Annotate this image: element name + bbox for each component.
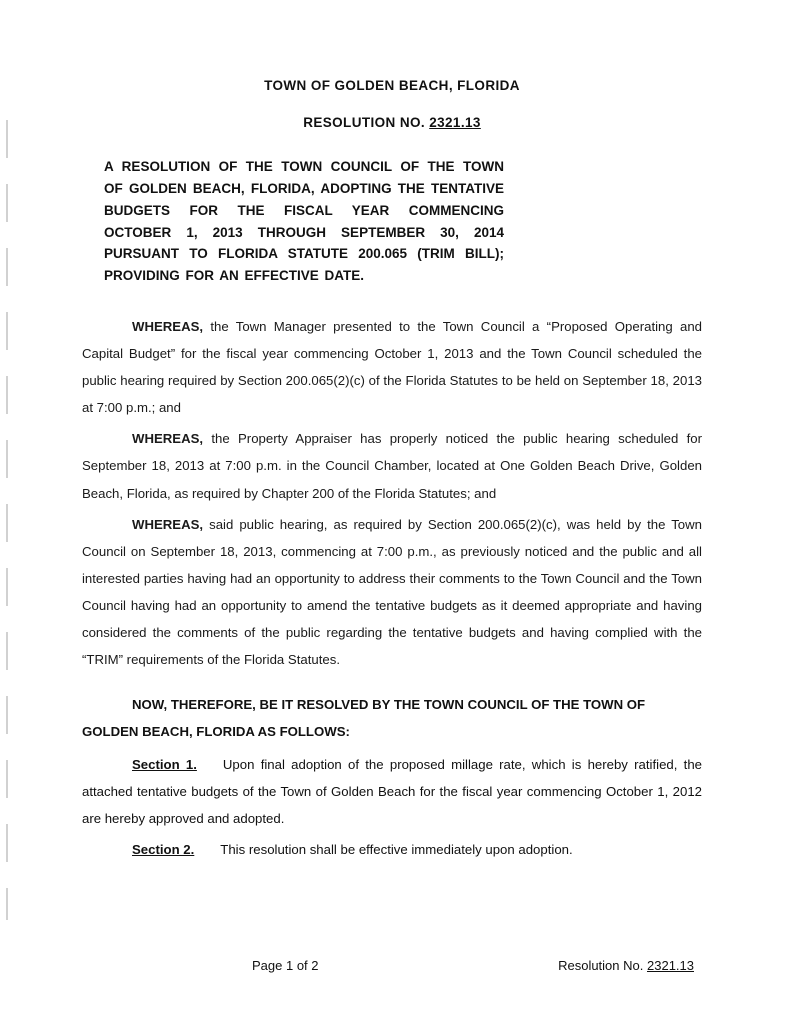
whereas-label-1: WHEREAS, [132,319,204,335]
page-footer [82,958,702,973]
whereas-text-2: the Property Appraiser has properly noticed the public hearing scheduled for September 18, 2013 at 7:00 p.m. in the Council Chamber, located at One Golden Beach Drive, Golden Beach, Florida, as required by Chapter 200 of the Florida Statutes; and [82,431,702,501]
resolution-number: 2321.13 [429,115,481,130]
resolution-heading [82,115,702,130]
footer-resolution-label: Resolution No. [558,958,644,973]
document-header [82,78,702,130]
resolution-label: RESOLUTION NO. [303,115,426,130]
section-1 [82,751,702,832]
town-title: TOWN OF GOLDEN BEACH, FLORIDA [264,78,520,93]
whereas-paragraph-3 [82,511,702,673]
preamble-paragraph: A RESOLUTION OF THE TOWN COUNCIL OF THE TOWN OF GOLDEN BEACH, FLORIDA, ADOPTING THE TENTATIVE BUDGETS FOR THE FISCAL YEAR COMMENCING OCTOBER 1, 2013 THROUGH SEPTEMBER 30, 2014 PURSUANT TO FLORIDA STATUTE 200.065 (TRIM BILL); PROVIDING FOR AN EFFECTIVE DATE. [104,159,504,284]
whereas-text-3: said public hearing, as required by Section 200.065(2)(c), was held by the Town Council on September 18, 2013, commencing at 7:00 p.m., as previously noticed and the public and all interested parties having had an opportunity to address their comments to the Town Council and the Town Council having had an opportunity to amend the tentative budgets as it deemed appropriate and having considered the comments of the public regarding the tentative budgets and having complied with the “TRIM” requirements of the Florida Statutes. [82,516,702,667]
whereas-label-2: WHEREAS, [132,431,204,447]
section-2-label: Section 2. [132,842,195,858]
resolved-clause: NOW, THEREFORE, BE IT RESOLVED BY THE TOWN COUNCIL OF THE TOWN OF GOLDEN BEACH, FLORIDA AS FOLLOWS: [82,696,646,740]
whereas-label-3: WHEREAS, [132,516,204,532]
footer-resolution [558,958,694,973]
page-number: Page 1 of 2 [252,958,319,973]
scan-artifact-edge [6,120,8,920]
section-2 [82,836,702,863]
section-1-text: Upon final adoption of the proposed millage rate, which is hereby ratified, the attached tentative budgets of the Town of Golden Beach for the fiscal year commencing October 1, 2012 are hereby approved and adopted. [82,757,703,827]
footer-resolution-number: 2321.13 [647,958,694,973]
whereas-text-1: the Town Manager presented to the Town Council a “Proposed Operating and Capital Budget” for the fiscal year commencing October 1, 2013 and the Town Council scheduled the public hearing required by Section 200.065(2)(c) of the Florida Statutes to be held on September 18, 2013 at 7:00 p.m.; and [82,319,702,416]
whereas-paragraph-1 [82,313,702,421]
document-content [82,78,702,867]
whereas-paragraph-2 [82,425,702,506]
section-1-label: Section 1. [132,757,197,773]
section-2-text: This resolution shall be effective immediately upon adoption. [220,842,573,858]
